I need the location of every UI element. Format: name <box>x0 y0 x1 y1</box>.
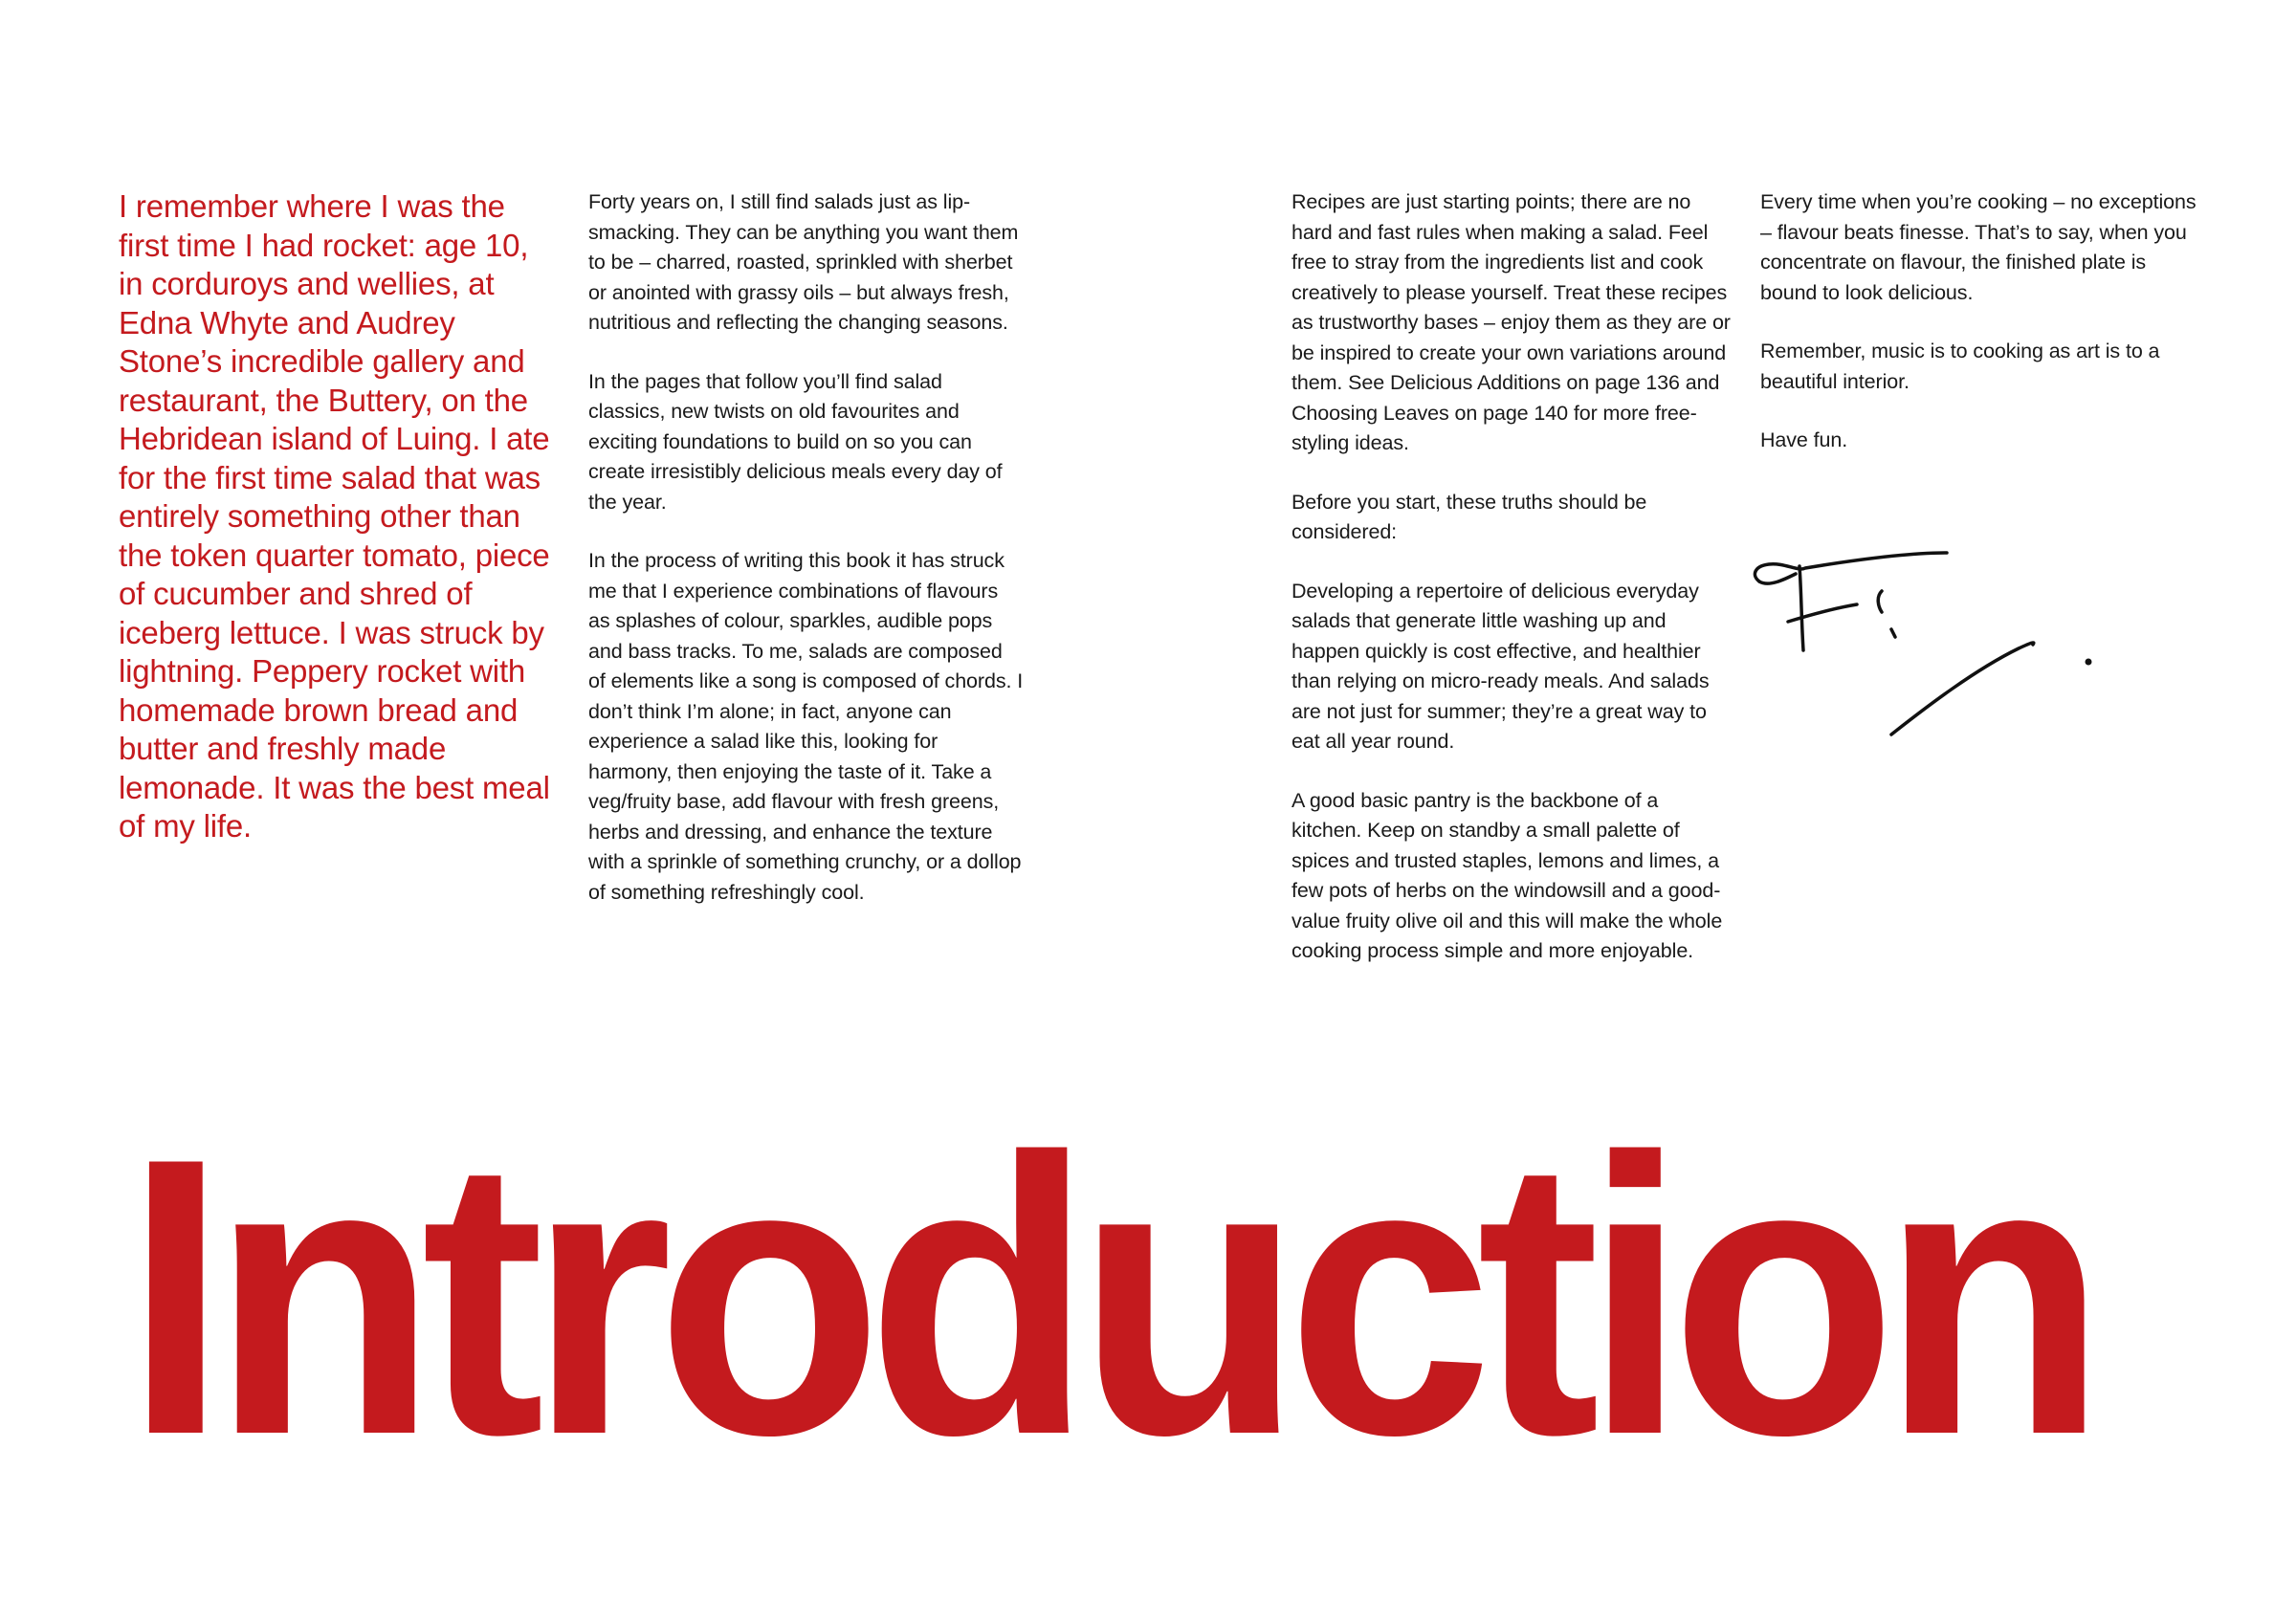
paragraph: In the process of writing this book it has struck me that I experience combinations of flavours as splashes of colour, sparkles, audible pops and bass tracks. To me, salads are composed of elements like a song is composed of chords. I don’t think I’m alone; in fact, anyone can experience a salad like this, looking for harmony, then enjoying the taste of it. Take a veg/fruity base, add flavour with fresh greens, herbs and dressing, and enhance the texture with a sprinkle of something crunchy, or a dollop of something refreshingly cool. <box>588 549 1024 904</box>
paragraph: A good basic pantry is the backbone of a kitchen. Keep on standby a small palette of spices and trusted staples, lemons and limes, a few pots of herbs on the windowsill and a good-value fruity olive oil and this will make the whole cooking process simple and more enjoyable. <box>1292 788 1723 962</box>
column-2 <box>588 187 1024 936</box>
paragraph: Forty years on, I still find salads just as lip-smacking. They can be anything you want them to be – charred, roasted, sprinkled with sherbet or anointed with grassy oils – but always fresh, nutritious and reflecting the changing seasons. <box>588 190 1019 334</box>
paragraph: Every time when you’re cooking – no exceptions – flavour beats finesse. That’s to say, when you concentrate on flavour, the finished plate is bound to look delicious. <box>1760 190 2197 304</box>
handwritten-signature <box>1746 545 2100 756</box>
paragraph: Remember, music is to cooking as art is to a beautiful interior. <box>1760 340 2160 393</box>
page-title: Introduction <box>124 1077 2091 1517</box>
paragraph: Have fun. <box>1760 428 1848 451</box>
lead-text: I remember where I was the first time I had rocket: age 10, in corduroys and wellies, at Edna Whyte and Audrey Stone’s incredible gallery and restaurant, the Buttery, on the Hebridean island of Luing. I ate for the first time salad that was entirely something other than the token quarter tomato, piece of cucumber and shred of iceberg lettuce. I was struck by lightning. Peppery rocket with homemade brown bread and butter and freshly made lemonade. It was the best meal of my life. <box>119 188 550 844</box>
paragraph: In the pages that follow you’ll find salad classics, new twists on old favourites and exciting foundations to build on so you can create irresistibly delicious meals every day of the year. <box>588 369 1003 514</box>
paragraph: Recipes are just starting points; there are no hard and fast rules when making a salad. Feel free to stray from the ingredients list and cook creatively to please yourself. Treat these recipes as trustworthy bases – enjoy them as they are or be inspired to create your own variations around them. See Delicious Additions on page 136 and Choosing Leaves on page 140 for more free-styling ideas. <box>1292 190 1731 454</box>
column-3 <box>1292 187 1732 996</box>
column-4 <box>1760 187 2200 485</box>
paragraph: Developing a repertoire of delicious everyday salads that generate little washing up and happen quickly is cost effective, and healthier than relying on micro-ready meals. And salads are not just for summer; they’re a great way to eat all year round. <box>1292 579 1710 753</box>
paragraph: Before you start, these truths should be considered: <box>1292 490 1647 543</box>
lead-paragraph <box>119 187 561 875</box>
